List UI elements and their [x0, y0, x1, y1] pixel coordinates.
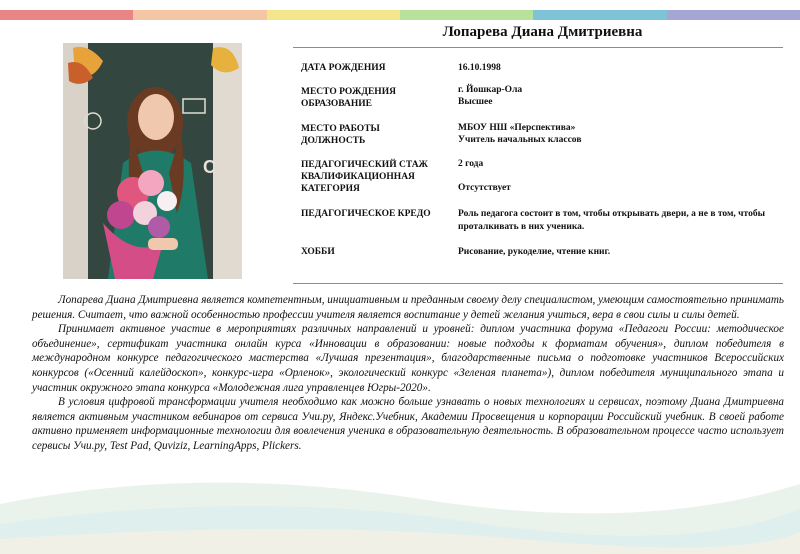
label-birthplace: МЕСТО РОЖДЕНИЯ: [301, 87, 396, 97]
top-color-stripe: [0, 10, 800, 20]
svg-text:С: С: [203, 157, 216, 177]
value-workplace: МБОУ НШ «Перспектива»: [458, 123, 576, 133]
divider-bottom: [293, 283, 783, 284]
value-education: Высшее: [458, 97, 493, 107]
value-credo: Роль педагога состоит в том, чтобы открывать двери, а не в том, чтобы проталкивать в них ученика.: [458, 209, 765, 232]
value-experience: 2 года: [458, 159, 484, 169]
value-position: Учитель начальных классов: [458, 135, 582, 145]
stripe-segment: [267, 10, 400, 20]
stripe-segment: [400, 10, 533, 20]
stripe-segment: [133, 10, 266, 20]
value-birth-date: 16.10.1998: [458, 63, 501, 73]
bio-paragraph: Принимает активное участие в мероприятиях различных направлений и уровней: диплом участника форума «Педагоги России: методическое объединение», сертификат участника онлайн курса «Инновации в образовании: новые подходы к форматам обучения», диплом победителя в международном конкурсе педагогического мастерства «Лучшая презентация», благодарственные письма о подготовке участников Всероссийских конкурсов («Осенний калейдоскоп», конкурс-игра «Орленок», экологический конкурс «Зеленая планета»), диплом победителя муниципального этапа и участник окружного этапа конкурса «Молодежная лига управленцев Югры-2020».: [32, 323, 784, 394]
label-education: ОБРАЗОВАНИЕ: [301, 99, 372, 109]
bio-paragraph: Лопарева Диана Дмитриевна является компетентным, инициативным и преданным своему делу специалистом, умеющим самостоятельно принимать решения. Считает, что важной особенностью профессии учителя является воспитание у детей желания учиться, вера в свои силы и силы детей.: [32, 294, 784, 321]
biography: [32, 293, 784, 454]
background-wave: [0, 444, 800, 554]
value-category: Отсутствует: [458, 183, 511, 193]
label-experience: ПЕДАГОГИЧЕСКИЙ СТАЖ: [301, 160, 428, 170]
label-position: ДОЛЖНОСТЬ: [301, 136, 366, 146]
label-category: КАТЕГОРИЯ: [301, 184, 360, 194]
stripe-segment: [533, 10, 666, 20]
label-workplace: МЕСТО РАБОТЫ: [301, 124, 380, 134]
label-hobby: ХОББИ: [301, 247, 335, 257]
teacher-photo: [63, 43, 242, 279]
value-birthplace: г. Йошкар-Ола: [458, 85, 523, 95]
label-credo: ПЕДАГОГИЧЕСКОЕ КРЕДО: [301, 209, 431, 219]
stripe-segment: [0, 10, 133, 20]
divider-top: [293, 47, 783, 48]
stripe-segment: [667, 10, 800, 20]
label-qualification: КВАЛИФИКАЦИОННАЯ: [301, 172, 415, 182]
label-birth-date: ДАТА РОЖДЕНИЯ: [301, 63, 386, 73]
value-hobby: Рисование, рукоделие, чтение книг.: [458, 247, 611, 257]
teacher-name: Лопарева Диана Дмитриевна: [442, 24, 643, 40]
bio-paragraph: В условия цифровой трансформации учителя необходимо как можно больше узнавать о новых технологиях и сервисах, поэтому Диана Дмитриевна является активным участником вебинаров от сервиса Учи.ру, Яндекс.Учебник, Академии Просвещения и корпорации Российский учебник. В своей работе активно применяет информационные технологии для вовлечения ученика в образовательную деятельность. В образовательном процессе часто использует сервисы Учи.ру, Test Pad, Quviziz, LearningApps, Plickers.: [32, 396, 784, 452]
